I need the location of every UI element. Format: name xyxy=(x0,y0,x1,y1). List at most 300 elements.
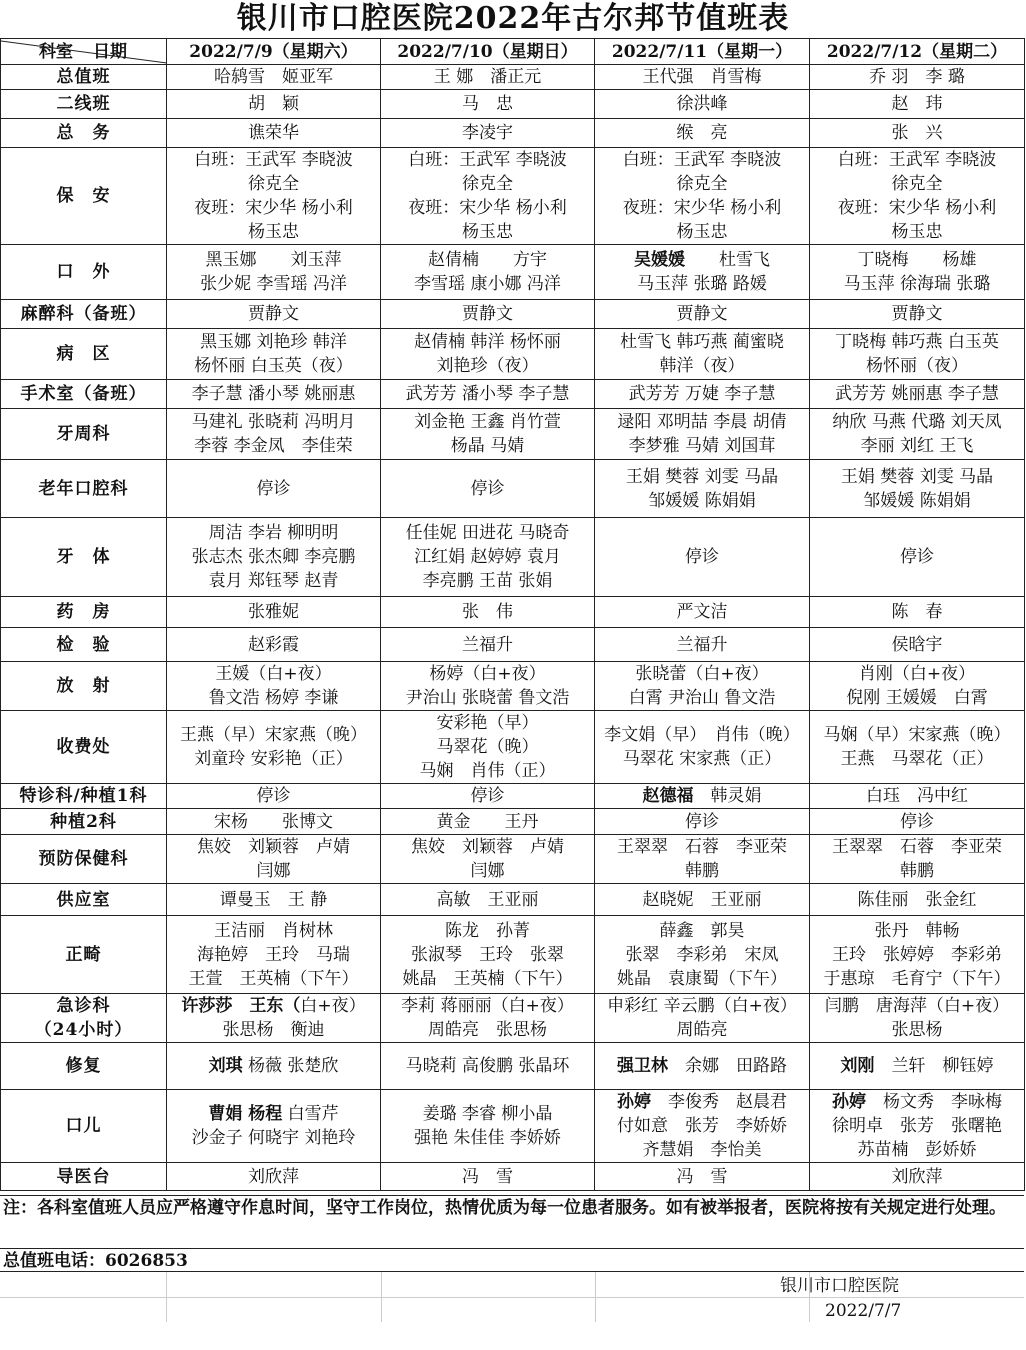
staff-line: 韩洋（夜） xyxy=(659,356,745,376)
staff-line: 马娴 肖伟（正） xyxy=(419,761,556,781)
staff-line: 赵德福 韩灵娟 xyxy=(642,786,762,806)
staff-line: 王娟 樊蓉 刘雯 马晶 xyxy=(840,466,994,487)
dept-label: 预防保健科 xyxy=(38,849,129,869)
dept-name xyxy=(1,329,167,380)
staff-line: 乔 羽 李 璐 xyxy=(869,67,965,87)
staff-line: 安彩艳（早） xyxy=(436,713,539,733)
staff-line: 孙婷 杨文秀 李咏梅 xyxy=(832,1092,1002,1112)
duty-cell xyxy=(167,662,381,711)
table-row xyxy=(1,835,1025,884)
duty-cell xyxy=(381,662,595,711)
staff-line: 赵 玮 xyxy=(891,94,943,114)
duty-cell xyxy=(381,1043,595,1090)
staff-line: 马翠花（晚） xyxy=(436,737,539,757)
roster-table xyxy=(0,38,1025,1191)
staff-line: 黄金 王丹 xyxy=(436,811,539,832)
duty-cell xyxy=(167,1163,381,1191)
duty-cell xyxy=(595,380,810,409)
duty-cell xyxy=(810,835,1025,884)
duty-cell xyxy=(810,90,1025,119)
duty-cell xyxy=(595,884,810,916)
table-row xyxy=(1,916,1025,994)
staff-line: 夜班：宋少华 杨小利 xyxy=(408,198,567,218)
staff-line: 周皓亮 xyxy=(676,1020,728,1040)
staff-line: 杨晶 马婧 xyxy=(450,436,525,456)
staff-line: 张思杨 xyxy=(891,1020,943,1040)
duty-cell xyxy=(595,784,810,809)
duty-cell xyxy=(595,245,810,300)
staff-line: 停诊 xyxy=(470,786,505,806)
staff-line: 徐明卓 张芳 张曙艳 xyxy=(832,1116,1002,1136)
duty-cell xyxy=(381,90,595,119)
duty-cell xyxy=(167,628,381,662)
table-row xyxy=(1,518,1025,597)
staff-line: 刘童玲 安彩艳（正） xyxy=(194,749,353,769)
staff-line: 兰福升 xyxy=(462,634,513,655)
table-row xyxy=(1,65,1025,90)
staff-line: 李梦雅 马婧 刘国茸 xyxy=(628,436,776,456)
duty-cell xyxy=(810,916,1025,994)
duty-cell xyxy=(595,518,810,597)
corner-diagonal xyxy=(1,39,167,65)
staff-line: 武芳芳 姚丽惠 李子慧 xyxy=(835,384,999,404)
staff-line: 许莎莎 王东（白+夜） xyxy=(181,996,366,1016)
staff-line: 王代强 肖雪梅 xyxy=(642,67,762,87)
duty-cell xyxy=(167,884,381,916)
duty-cell xyxy=(167,1043,381,1090)
staff-line: 谯荣华 xyxy=(248,123,299,143)
duty-cell xyxy=(167,1090,381,1163)
corner-cell xyxy=(1,39,167,65)
duty-cell xyxy=(595,119,810,148)
staff-line: 李凌宇 xyxy=(462,123,513,143)
dept-label: 修复 xyxy=(65,1056,102,1076)
table-row xyxy=(1,245,1025,300)
duty-cell xyxy=(595,148,810,245)
duty-cell xyxy=(167,65,381,90)
staff-line: 齐慧娟 李怡美 xyxy=(642,1140,762,1160)
duty-cell xyxy=(167,809,381,835)
staff-line: 冯 雪 xyxy=(676,1166,728,1187)
dept-name xyxy=(1,380,167,409)
dept-label: 放 射 xyxy=(56,676,111,696)
dept-label: 口 外 xyxy=(56,262,111,282)
dept-label: 检 验 xyxy=(56,634,111,655)
staff-line: 白班：王武军 李晓波 xyxy=(622,150,782,170)
table-row xyxy=(1,380,1025,409)
staff-line: 袁月 郑钰琴 赵青 xyxy=(208,571,339,591)
table-row xyxy=(1,884,1025,916)
duty-phone: 总值班电话：6026853 xyxy=(0,1248,1024,1272)
staff-line: 姚晶 袁康蜀（下午） xyxy=(617,968,787,989)
duty-cell xyxy=(595,460,810,518)
duty-cell xyxy=(810,809,1025,835)
duty-cell xyxy=(810,711,1025,784)
duty-cell xyxy=(810,409,1025,460)
staff-line: 停诊 xyxy=(685,811,719,832)
duty-cell xyxy=(381,65,595,90)
duty-cell xyxy=(595,628,810,662)
staff-line: 徐克全 xyxy=(462,174,513,194)
table-row xyxy=(1,90,1025,119)
staff-line: 王燕（早）宋家燕（晚） xyxy=(180,725,367,745)
staff-line: 任佳妮 田进花 马晓奇 xyxy=(405,523,570,543)
staff-line: 焦姣 刘颖蓉 卢婧 xyxy=(411,837,564,857)
staff-line: 黑玉娜 刘艳珍 韩洋 xyxy=(200,332,347,352)
header-row xyxy=(1,39,1025,65)
duty-cell xyxy=(810,662,1025,711)
staff-line: 王翠翠 石蓉 李亚荣 xyxy=(832,837,1002,857)
staff-line: 丁晓梅 韩巧燕 白玉英 xyxy=(835,332,999,352)
date-header-4: 2022/7/12（星期二） xyxy=(810,39,1025,65)
staff-line: 韩鹏 xyxy=(900,861,934,881)
staff-line: 张雅妮 xyxy=(248,602,299,622)
staff-line: 张少妮 李雪瑶 冯洋 xyxy=(200,274,347,294)
staff-line: 停诊 xyxy=(900,811,934,832)
staff-line: 王 娜 潘正元 xyxy=(433,67,542,87)
staff-line: 闫娜 xyxy=(256,861,291,881)
table-row xyxy=(1,1163,1025,1191)
staff-line: 徐洪峰 xyxy=(676,94,728,114)
duty-cell xyxy=(381,784,595,809)
staff-line: 申彩红 辛云鹏（白+夜） xyxy=(607,996,797,1016)
staff-line: 武芳芳 万婕 李子慧 xyxy=(628,384,776,404)
duty-cell xyxy=(595,1163,810,1191)
staff-line: 夜班：宋少华 杨小利 xyxy=(194,198,353,218)
duty-cell xyxy=(810,148,1025,245)
notice-text: 注：各科室值班人员应严格遵守作息时间，坚守工作岗位，热情优质为每一位患者服务。如有被举报者，医院将按有关规定进行处理。 xyxy=(0,1195,1024,1247)
dept-label: 收费处 xyxy=(56,737,111,757)
staff-line: 马翠花 宋家燕（正） xyxy=(622,749,782,769)
staff-line: 韩鹏 xyxy=(685,861,719,881)
staff-line: 赵彩霞 xyxy=(248,634,299,655)
duty-cell xyxy=(595,711,810,784)
duty-cell xyxy=(810,628,1025,662)
dept-name xyxy=(1,1090,167,1163)
date-header-2: 2022/7/10（星期日） xyxy=(381,39,595,65)
staff-line: 黑玉娜 刘玉萍 xyxy=(205,250,342,270)
staff-line: 夜班：宋少华 杨小利 xyxy=(837,198,997,218)
staff-line: 尹治山 张晓蕾 鲁文浩 xyxy=(405,688,570,708)
staff-line: 姚晶 王英楠（下午） xyxy=(402,968,573,989)
dept-label: 保 安 xyxy=(56,186,111,206)
dept-name xyxy=(1,65,167,90)
page-title: 银川市口腔医院2022年古尔邦节值班表 xyxy=(236,1,790,36)
staff-line: 停诊 xyxy=(685,547,719,567)
date-header-1: 2022/7/9（星期六） xyxy=(167,39,381,65)
staff-line: 白班：王武军 李晓波 xyxy=(408,150,567,170)
staff-line: 刘金艳 王鑫 肖竹萱 xyxy=(414,412,561,432)
duty-cell xyxy=(167,119,381,148)
duty-cell xyxy=(381,711,595,784)
staff-line: 强卫林 余娜 田路路 xyxy=(617,1056,787,1076)
staff-line: 杨玉忠 xyxy=(676,222,728,242)
duty-cell xyxy=(167,518,381,597)
duty-cell xyxy=(595,1043,810,1090)
dept-label: 种植2科 xyxy=(50,811,117,832)
staff-line: 缑 亮 xyxy=(676,123,728,143)
duty-cell xyxy=(810,1043,1025,1090)
table-row xyxy=(1,784,1025,809)
dept-name xyxy=(1,300,167,329)
staff-line: 周皓亮 张思杨 xyxy=(428,1020,547,1040)
staff-line: 张丹 韩畅 xyxy=(874,920,960,941)
staff-line: 杨怀丽（夜） xyxy=(866,356,968,376)
dept-label: 麻醉科（备班） xyxy=(20,304,147,324)
staff-line: 张 伟 xyxy=(462,602,513,622)
staff-line: 付如意 张芳 李娇娇 xyxy=(617,1116,787,1136)
staff-line: 赵晓妮 王亚丽 xyxy=(642,889,762,910)
staff-line: 停诊 xyxy=(256,786,291,806)
staff-line: 宋杨 张博文 xyxy=(214,811,333,832)
staff-line: 马玉萍 徐海瑞 张璐 xyxy=(843,274,991,294)
staff-line: 王翠翠 石蓉 李亚荣 xyxy=(617,837,787,857)
staff-line: 苏苗楠 彭娇娇 xyxy=(857,1140,977,1160)
staff-line: 徐克全 xyxy=(248,174,299,194)
dept-name xyxy=(1,518,167,597)
duty-cell xyxy=(810,245,1025,300)
staff-line: 丁晓梅 杨雄 xyxy=(857,250,977,270)
dept-name xyxy=(1,809,167,835)
table-row xyxy=(1,1090,1025,1163)
duty-cell xyxy=(810,884,1025,916)
staff-line: 刘刚 兰轩 柳钰婷 xyxy=(840,1056,994,1076)
dept-label: 供应室 xyxy=(56,889,111,910)
duty-cell xyxy=(381,460,595,518)
dept-name xyxy=(1,916,167,994)
duty-cell xyxy=(167,409,381,460)
staff-line: 夜班：宋少华 杨小利 xyxy=(622,198,782,218)
dept-name xyxy=(1,119,167,148)
staff-line: 徐克全 xyxy=(891,174,943,194)
duty-cell xyxy=(810,329,1025,380)
dept-label: 二线班 xyxy=(56,94,111,114)
table-row xyxy=(1,300,1025,329)
staff-line: 武芳芳 潘小琴 李子慧 xyxy=(405,384,570,404)
table-row xyxy=(1,711,1025,784)
staff-line: 曹娟 杨程 白雪芹 xyxy=(208,1104,339,1124)
staff-line: 于惠琼 毛育宁（下午） xyxy=(823,968,1011,989)
staff-line: 赵倩楠 韩洋 杨怀丽 xyxy=(414,332,561,352)
duty-cell xyxy=(810,597,1025,628)
duty-cell xyxy=(810,994,1025,1043)
staff-line: 张思杨 衡迪 xyxy=(222,1020,325,1040)
staff-line: 陈 春 xyxy=(891,602,943,622)
staff-line: 马建礼 张晓莉 冯明月 xyxy=(191,412,356,432)
staff-line: 陈佳丽 张金红 xyxy=(857,889,977,910)
staff-line: 停诊 xyxy=(256,478,291,499)
duty-cell xyxy=(381,148,595,245)
table-row xyxy=(1,119,1025,148)
staff-line: 马晓莉 高俊鹏 张晶环 xyxy=(405,1056,570,1076)
staff-line: 海艳婷 王玲 马瑞 xyxy=(197,944,350,965)
duty-cell xyxy=(381,245,595,300)
duty-cell xyxy=(810,65,1025,90)
dept-name xyxy=(1,1043,167,1090)
dept-name xyxy=(1,662,167,711)
staff-line: 侯晗宇 xyxy=(891,634,943,655)
table-row xyxy=(1,148,1025,245)
staff-line: 纳欣 马燕 代璐 刘天凤 xyxy=(832,412,1002,432)
table-row xyxy=(1,628,1025,662)
duty-cell xyxy=(381,518,595,597)
duty-cell xyxy=(381,329,595,380)
duty-cell xyxy=(381,1090,595,1163)
table-row xyxy=(1,1043,1025,1090)
staff-line: 张淑琴 王玲 张翠 xyxy=(411,944,564,965)
staff-line: 白霄 尹治山 鲁文浩 xyxy=(628,688,776,708)
duty-cell xyxy=(167,460,381,518)
dept-label: 急诊科 xyxy=(56,996,111,1016)
staff-line: 李雪瑶 康小娜 冯洋 xyxy=(414,274,561,294)
staff-line: 肖刚（白+夜） xyxy=(858,664,976,684)
duty-cell xyxy=(381,809,595,835)
duty-cell xyxy=(381,597,595,628)
table-row xyxy=(1,597,1025,628)
table-row xyxy=(1,662,1025,711)
staff-line: 吴媛媛 杜雪飞 xyxy=(634,250,770,270)
staff-line: 徐克全 xyxy=(676,174,728,194)
staff-line: 马 忠 xyxy=(462,94,513,114)
staff-line: 杨玉忠 xyxy=(462,222,513,242)
staff-line: 贾静文 xyxy=(248,304,299,324)
staff-line: 李文娟（早） 肖伟（晚） xyxy=(604,725,800,745)
duty-cell xyxy=(167,245,381,300)
staff-line: 陈龙 孙菁 xyxy=(445,920,530,941)
staff-line: 贾静文 xyxy=(462,304,513,324)
staff-line: 贾静文 xyxy=(676,304,728,324)
staff-line: 停诊 xyxy=(470,478,505,499)
dept-label: 药 房 xyxy=(56,602,111,622)
staff-line: 张翠 李彩弟 宋凤 xyxy=(625,944,779,965)
duty-cell xyxy=(810,518,1025,597)
staff-line: 闫娜 xyxy=(470,861,505,881)
corner-date-label: 日期 xyxy=(93,42,127,62)
duty-cell xyxy=(810,300,1025,329)
duty-cell xyxy=(167,148,381,245)
staff-line: 停诊 xyxy=(900,547,934,567)
staff-line: 白班：王武军 李晓波 xyxy=(194,150,353,170)
duty-cell xyxy=(167,835,381,884)
staff-line: 高敏 王亚丽 xyxy=(436,889,539,910)
date-header-3: 2022/7/11（星期一） xyxy=(595,39,810,65)
dept-name xyxy=(1,1163,167,1191)
staff-line: 张 兴 xyxy=(891,123,943,143)
dept-name xyxy=(1,90,167,119)
staff-line: 刘艳珍（夜） xyxy=(436,356,539,376)
staff-line: 严文洁 xyxy=(676,602,728,622)
duty-cell xyxy=(381,916,595,994)
duty-cell xyxy=(381,119,595,148)
staff-line: 杨婷（白+夜） xyxy=(429,664,546,684)
dept-label: 牙周科 xyxy=(56,424,111,444)
staff-line: 王玲 张婷婷 李彩弟 xyxy=(832,944,1002,965)
dept-label: 导医台 xyxy=(56,1166,111,1187)
staff-line: 马娴（早）宋家燕（晚） xyxy=(823,725,1011,745)
staff-line: 刘欣萍 xyxy=(248,1166,299,1187)
staff-line: 哈鸫雪 姬亚军 xyxy=(214,67,333,87)
staff-line: 王燕 马翠花（正） xyxy=(840,749,994,769)
dept-name xyxy=(1,148,167,245)
duty-cell xyxy=(595,835,810,884)
dept-name xyxy=(1,409,167,460)
duty-cell xyxy=(381,994,595,1043)
dept-name xyxy=(1,628,167,662)
staff-line: 王媛（白+夜） xyxy=(215,664,332,684)
staff-line: 李子慧 潘小琴 姚丽惠 xyxy=(191,384,356,404)
duty-cell xyxy=(810,119,1025,148)
table-row xyxy=(1,329,1025,380)
staff-line: 谭曼玉 王 静 xyxy=(219,889,328,910)
dept-name xyxy=(1,835,167,884)
duty-cell xyxy=(381,380,595,409)
duty-cell xyxy=(810,784,1025,809)
hospital-name: 银川市口腔医院 xyxy=(780,1276,899,1296)
staff-line: 王洁丽 肖树林 xyxy=(214,920,333,941)
duty-cell xyxy=(595,809,810,835)
table-row xyxy=(1,460,1025,518)
dept-name xyxy=(1,597,167,628)
staff-line: 邹媛媛 陈娟娟 xyxy=(863,490,971,511)
staff-line: 王娟 樊蓉 刘雯 马晶 xyxy=(625,466,779,487)
duty-cell xyxy=(595,597,810,628)
duty-cell xyxy=(381,300,595,329)
duty-cell xyxy=(167,994,381,1043)
issue-date: 2022/7/7 xyxy=(825,1301,902,1321)
staff-line: 李莉 蒋丽丽（白+夜） xyxy=(401,996,574,1016)
duty-cell xyxy=(167,329,381,380)
staff-line: 倪刚 王媛媛 白霄 xyxy=(846,688,988,708)
staff-line: 白班：王武军 李晓波 xyxy=(837,150,997,170)
staff-line: 杜雪飞 韩巧燕 蔺蜜晓 xyxy=(620,332,784,352)
table-row xyxy=(1,809,1025,835)
corner-dept-label: 科室 xyxy=(39,42,73,62)
staff-line: 邹媛媛 陈娟娟 xyxy=(648,490,756,511)
duty-cell xyxy=(381,835,595,884)
staff-line: 胡 颖 xyxy=(248,94,299,114)
duty-cell xyxy=(167,90,381,119)
staff-line: 薛鑫 郭昊 xyxy=(659,920,745,941)
duty-cell xyxy=(167,784,381,809)
duty-cell xyxy=(381,409,595,460)
duty-cell xyxy=(595,994,810,1043)
table-row xyxy=(1,409,1025,460)
dept-name xyxy=(1,711,167,784)
dept-label: 特诊科/种植1科 xyxy=(19,786,148,806)
staff-line: 兰福升 xyxy=(676,634,728,655)
duty-cell xyxy=(810,1163,1025,1191)
staff-line: 白珏 冯中红 xyxy=(866,786,968,806)
duty-cell xyxy=(595,916,810,994)
staff-line: 周洁 李岩 柳明明 xyxy=(208,523,339,543)
duty-cell xyxy=(595,1090,810,1163)
staff-line: 强艳 朱佳佳 李娇娇 xyxy=(414,1128,561,1148)
duty-cell xyxy=(381,628,595,662)
duty-cell xyxy=(595,65,810,90)
staff-line: 杨玉忠 xyxy=(891,222,943,242)
dept-name xyxy=(1,460,167,518)
duty-cell xyxy=(167,380,381,409)
dept-name xyxy=(1,245,167,300)
dept-name xyxy=(1,884,167,916)
staff-line: 李亮鹏 王苗 张娟 xyxy=(422,571,553,591)
dept-name xyxy=(1,784,167,809)
staff-line: 闫鹏 唐海萍（白+夜） xyxy=(824,996,1010,1016)
duty-cell xyxy=(167,300,381,329)
table-row xyxy=(1,994,1025,1043)
dept-label: 口儿 xyxy=(65,1116,102,1136)
duty-cell xyxy=(810,460,1025,518)
